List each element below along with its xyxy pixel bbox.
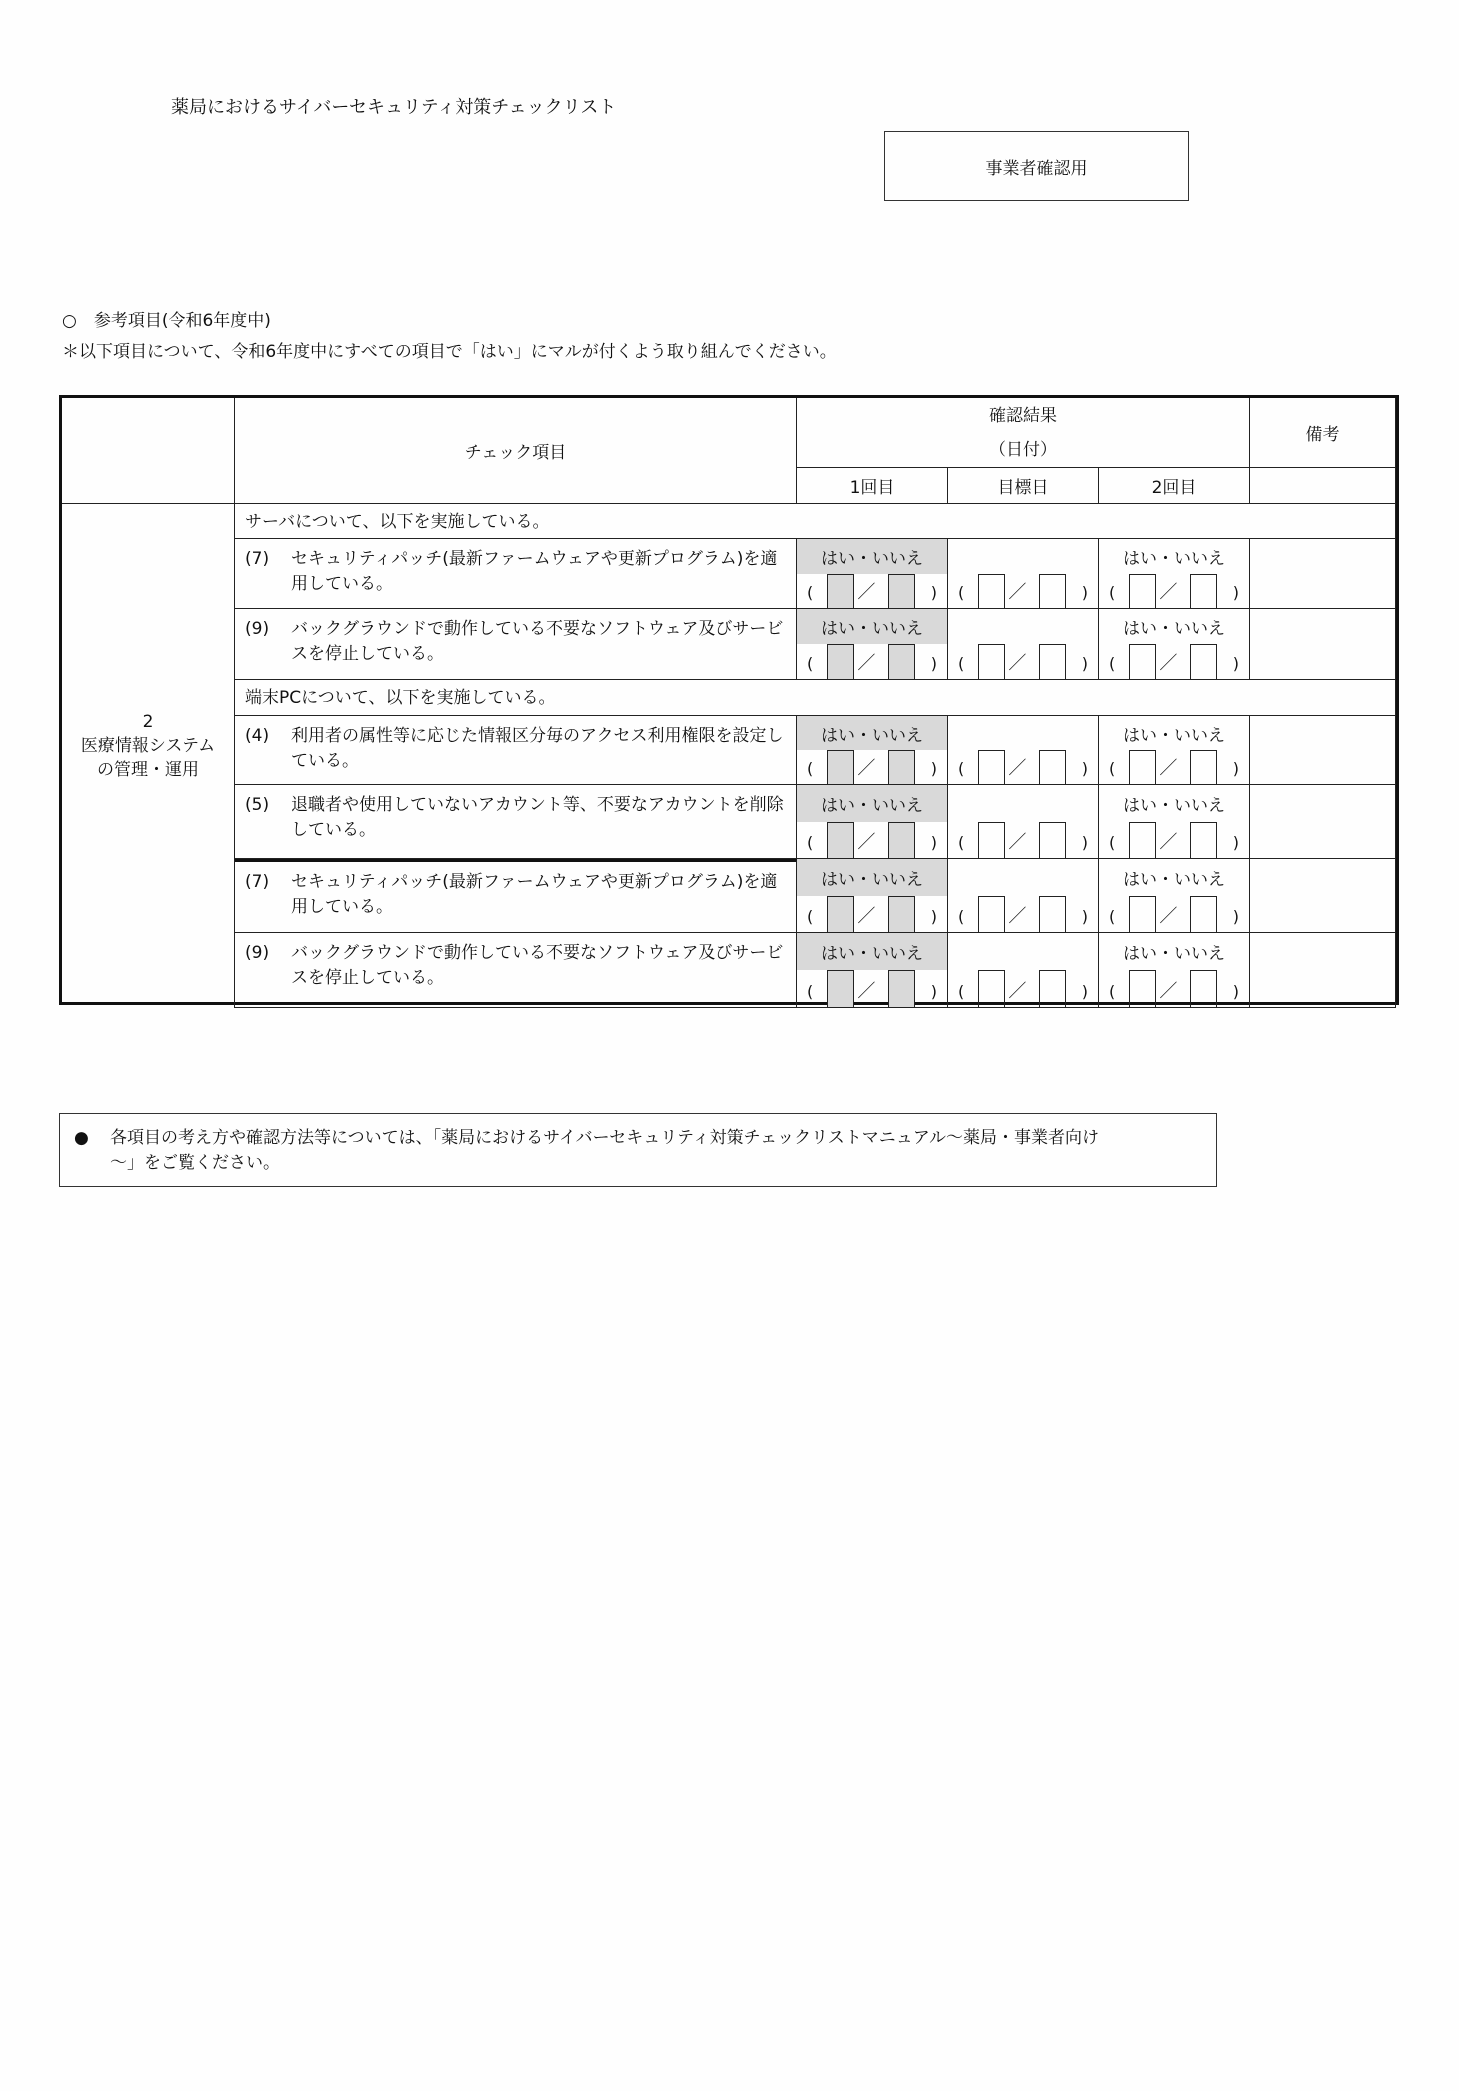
item-number: (7) — [245, 872, 270, 892]
section-heading-text: サーバについて、以下を実施している。 — [245, 512, 550, 532]
paren-close: ) — [1232, 982, 1239, 1001]
remarks-cell[interactable] — [1250, 716, 1396, 785]
yes-no-option[interactable]: はい・いいえ — [797, 609, 947, 644]
date-cell-target[interactable] — [948, 785, 1099, 859]
month-field[interactable] — [827, 750, 854, 784]
month-field[interactable] — [1129, 822, 1156, 859]
date-cell-target[interactable] — [948, 716, 1099, 785]
date-cell-target[interactable] — [948, 933, 1099, 1008]
date-label: （日付） — [989, 439, 1057, 460]
day-field[interactable] — [888, 750, 915, 784]
slash: ／ — [1008, 653, 1027, 674]
paren-open: ( — [958, 583, 965, 602]
item-text: 利用者の属性等に応じた情報区分毎のアクセス利用権限を設定している。 — [291, 726, 784, 771]
slash: ／ — [1008, 981, 1027, 1002]
slash: ／ — [857, 832, 876, 853]
day-field[interactable] — [1039, 970, 1066, 1007]
item-number: (5) — [245, 795, 270, 815]
date-cell-target[interactable] — [948, 609, 1099, 680]
day-field[interactable] — [1039, 574, 1066, 609]
day-field[interactable] — [888, 644, 915, 679]
paren-close: ) — [1232, 907, 1239, 926]
check-item-row — [235, 539, 797, 609]
day-field[interactable] — [1190, 574, 1217, 609]
slash: ／ — [857, 758, 876, 779]
date-entry — [1099, 970, 1249, 1007]
footer-text: 各項目の考え方や確認方法等については、「薬局におけるサイバーセキュリティ対策チェックリストマニュアル～薬局・事業者向け～」をご覧ください。 — [110, 1128, 1100, 1173]
slash: ／ — [1159, 758, 1178, 779]
header-remarks-text: 備考 — [1305, 425, 1340, 445]
paren-close: ) — [1081, 654, 1088, 673]
date-cell-first[interactable] — [797, 859, 948, 933]
category-name: 医療情報システム — [80, 736, 216, 756]
date-entry — [948, 896, 1098, 933]
month-field[interactable] — [1129, 574, 1156, 609]
slash: ／ — [1008, 758, 1027, 779]
section-heading-text: 端末PCについて、以下を実施している。 — [245, 688, 556, 708]
header-target-text: 目標日 — [997, 478, 1049, 498]
date-cell-second[interactable] — [1099, 933, 1250, 1008]
date-entry — [797, 644, 947, 679]
month-field[interactable] — [1129, 750, 1156, 784]
paren-close: ) — [1081, 759, 1088, 778]
month-field[interactable] — [827, 970, 854, 1007]
yes-no-option[interactable]: はい・いいえ — [797, 716, 947, 750]
day-field[interactable] — [1190, 970, 1217, 1007]
header-remarks-sub — [1250, 468, 1396, 504]
check-item-row — [235, 785, 797, 859]
paren-open: ( — [1109, 759, 1116, 778]
paren-close: ) — [930, 982, 937, 1001]
header-target — [948, 468, 1099, 504]
date-cell-second[interactable] — [1099, 609, 1250, 680]
date-cell-first[interactable] — [797, 933, 948, 1008]
paren-close: ) — [1232, 759, 1239, 778]
date-cell-first[interactable] — [797, 716, 948, 785]
checklist-table — [59, 395, 1399, 1005]
item-number: (4) — [245, 726, 270, 746]
header-first — [797, 468, 948, 504]
day-field[interactable] — [888, 574, 915, 609]
item-text: 退職者や使用していないアカウント等、不要なアカウントを削除している。 — [291, 795, 784, 840]
date-cell-second[interactable] — [1099, 539, 1250, 609]
header-remarks — [1250, 398, 1396, 468]
remarks-cell[interactable] — [1250, 933, 1396, 1008]
item-number: (9) — [245, 943, 270, 963]
slash: ／ — [857, 981, 876, 1002]
paren-open: ( — [1109, 583, 1116, 602]
paren-close: ) — [1081, 583, 1088, 602]
date-entry — [948, 750, 1098, 784]
footer-note-box — [59, 1113, 1217, 1187]
date-entry — [797, 822, 947, 859]
remarks-cell[interactable] — [1250, 609, 1396, 680]
date-cell-target[interactable] — [948, 859, 1099, 933]
month-field[interactable] — [978, 750, 1005, 784]
yes-no-option[interactable]: はい・いいえ — [1123, 548, 1225, 569]
paren-open: ( — [1109, 654, 1116, 673]
paren-close: ) — [1232, 583, 1239, 602]
slash: ／ — [1159, 832, 1178, 853]
month-field[interactable] — [827, 896, 854, 933]
date-entry — [1099, 750, 1249, 784]
month-field[interactable] — [978, 970, 1005, 1007]
day-field[interactable] — [888, 896, 915, 933]
header-second-text: 2回目 — [1151, 478, 1197, 498]
paren-open: ( — [807, 654, 814, 673]
date-entry — [1099, 822, 1249, 859]
remarks-cell[interactable] — [1250, 539, 1396, 609]
paren-open: ( — [1109, 982, 1116, 1001]
date-entry — [948, 970, 1098, 1007]
yes-no-option[interactable]: はい・いいえ — [1123, 869, 1225, 890]
paren-close: ) — [1232, 654, 1239, 673]
item-text: バックグラウンドで動作している不要なソフトウェア及びサービスを停止している。 — [291, 943, 784, 988]
check-item-row — [235, 933, 797, 1008]
confirmation-label: 事業者確認用 — [985, 158, 1088, 179]
bullet-icon: ● — [74, 1128, 89, 1148]
paren-close: ) — [930, 583, 937, 602]
check-item-row — [235, 859, 797, 933]
slash: ／ — [1008, 582, 1027, 603]
section-heading — [235, 680, 1396, 716]
paren-close: ) — [1081, 982, 1088, 1001]
yes-no-option[interactable]: はい・いいえ — [797, 539, 947, 574]
date-entry — [948, 644, 1098, 679]
item-text: セキュリティパッチ(最新ファームウェアや更新プログラム)を適用している。 — [291, 549, 778, 594]
reference-note: ○ 参考項目(令和6年度中) — [62, 311, 271, 331]
item-number: (7) — [245, 549, 270, 569]
date-cell-target[interactable] — [948, 539, 1099, 609]
day-field[interactable] — [1039, 750, 1066, 784]
yes-no-option[interactable]: はい・いいえ — [1123, 795, 1225, 816]
slash: ／ — [1159, 653, 1178, 674]
month-field[interactable] — [827, 644, 854, 679]
check-item-row — [235, 716, 797, 785]
paren-close: ) — [930, 654, 937, 673]
paren-close: ) — [1081, 833, 1088, 852]
paren-close: ) — [930, 759, 937, 778]
paren-open: ( — [958, 833, 965, 852]
category-name-2: の管理・運用 — [97, 760, 199, 780]
month-field[interactable] — [1129, 896, 1156, 933]
day-field[interactable] — [1190, 822, 1217, 859]
header-second — [1099, 468, 1250, 504]
paren-open: ( — [807, 982, 814, 1001]
slash: ／ — [1159, 582, 1178, 603]
slash: ／ — [857, 582, 876, 603]
day-field[interactable] — [1190, 750, 1217, 784]
paren-open: ( — [1109, 833, 1116, 852]
day-field[interactable] — [1039, 822, 1066, 859]
paren-close: ) — [930, 907, 937, 926]
item-text: セキュリティパッチ(最新ファームウェアや更新プログラム)を適用している。 — [291, 872, 778, 917]
date-entry — [1099, 644, 1249, 679]
category-cell — [62, 504, 235, 1008]
business-confirmation-box — [884, 131, 1189, 201]
paren-open: ( — [1109, 907, 1116, 926]
day-field[interactable] — [1190, 644, 1217, 679]
paren-open: ( — [807, 759, 814, 778]
date-cell-second[interactable] — [1099, 859, 1250, 933]
slash: ／ — [857, 906, 876, 927]
yes-no-option[interactable]: はい・いいえ — [797, 785, 947, 822]
yes-no-option[interactable]: はい・いいえ — [1123, 725, 1225, 746]
date-entry — [1099, 574, 1249, 609]
slash: ／ — [1159, 906, 1178, 927]
yes-no-option[interactable]: はい・いいえ — [797, 859, 947, 896]
paren-close: ) — [930, 833, 937, 852]
header-first-text: 1回目 — [849, 478, 895, 498]
instruction-note: ＊以下項目について、令和6年度中にすべての項目で「はい」にマルが付くよう取り組んでください。 — [62, 342, 837, 362]
paren-close: ) — [1081, 907, 1088, 926]
date-entry — [797, 750, 947, 784]
date-cell-first[interactable] — [797, 609, 948, 680]
date-cell-second[interactable] — [1099, 785, 1250, 859]
month-field[interactable] — [978, 644, 1005, 679]
header-check-item — [235, 398, 797, 504]
date-entry — [1099, 896, 1249, 933]
category-number: 2 — [142, 712, 154, 732]
slash: ／ — [1008, 832, 1027, 853]
header-blank — [62, 398, 235, 504]
month-field[interactable] — [978, 896, 1005, 933]
paren-open: ( — [958, 654, 965, 673]
month-field[interactable] — [1129, 644, 1156, 679]
slash: ／ — [857, 653, 876, 674]
section-heading — [235, 504, 1396, 539]
date-entry — [797, 574, 947, 609]
day-field[interactable] — [888, 822, 915, 859]
slash: ／ — [1008, 906, 1027, 927]
paren-open: ( — [958, 907, 965, 926]
date-entry — [797, 970, 947, 1007]
result-label: 確認結果 — [989, 405, 1057, 426]
date-entry — [948, 574, 1098, 609]
day-field[interactable] — [888, 970, 915, 1007]
day-field[interactable] — [1039, 644, 1066, 679]
date-cell-first[interactable] — [797, 785, 948, 859]
paren-open: ( — [807, 907, 814, 926]
check-item-row — [235, 609, 797, 680]
date-cell-second[interactable] — [1099, 716, 1250, 785]
remarks-cell[interactable] — [1250, 859, 1396, 933]
month-field[interactable] — [827, 822, 854, 859]
slash: ／ — [1159, 981, 1178, 1002]
month-field[interactable] — [1129, 970, 1156, 1007]
item-text: バックグラウンドで動作している不要なソフトウェア及びサービスを停止している。 — [291, 619, 784, 664]
remarks-cell[interactable] — [1250, 785, 1396, 859]
day-field[interactable] — [1190, 896, 1217, 933]
yes-no-option[interactable]: はい・いいえ — [1123, 619, 1225, 639]
yes-no-option[interactable]: はい・いいえ — [1123, 944, 1225, 964]
yes-no-option[interactable]: はい・いいえ — [797, 933, 947, 970]
header-result — [797, 398, 1250, 468]
month-field[interactable] — [978, 822, 1005, 859]
paren-open: ( — [807, 833, 814, 852]
date-cell-first[interactable] — [797, 539, 948, 609]
item-number: (9) — [245, 619, 270, 639]
paren-close: ) — [1232, 833, 1239, 852]
month-field[interactable] — [978, 574, 1005, 609]
paren-open: ( — [958, 759, 965, 778]
document-title: 薬局におけるサイバーセキュリティ対策チェックリスト — [171, 97, 617, 118]
paren-open: ( — [807, 583, 814, 602]
date-entry — [948, 822, 1098, 859]
paren-open: ( — [958, 982, 965, 1001]
day-field[interactable] — [1039, 896, 1066, 933]
date-entry — [797, 896, 947, 933]
header-check-item-text: チェック項目 — [464, 443, 567, 463]
month-field[interactable] — [827, 574, 854, 609]
